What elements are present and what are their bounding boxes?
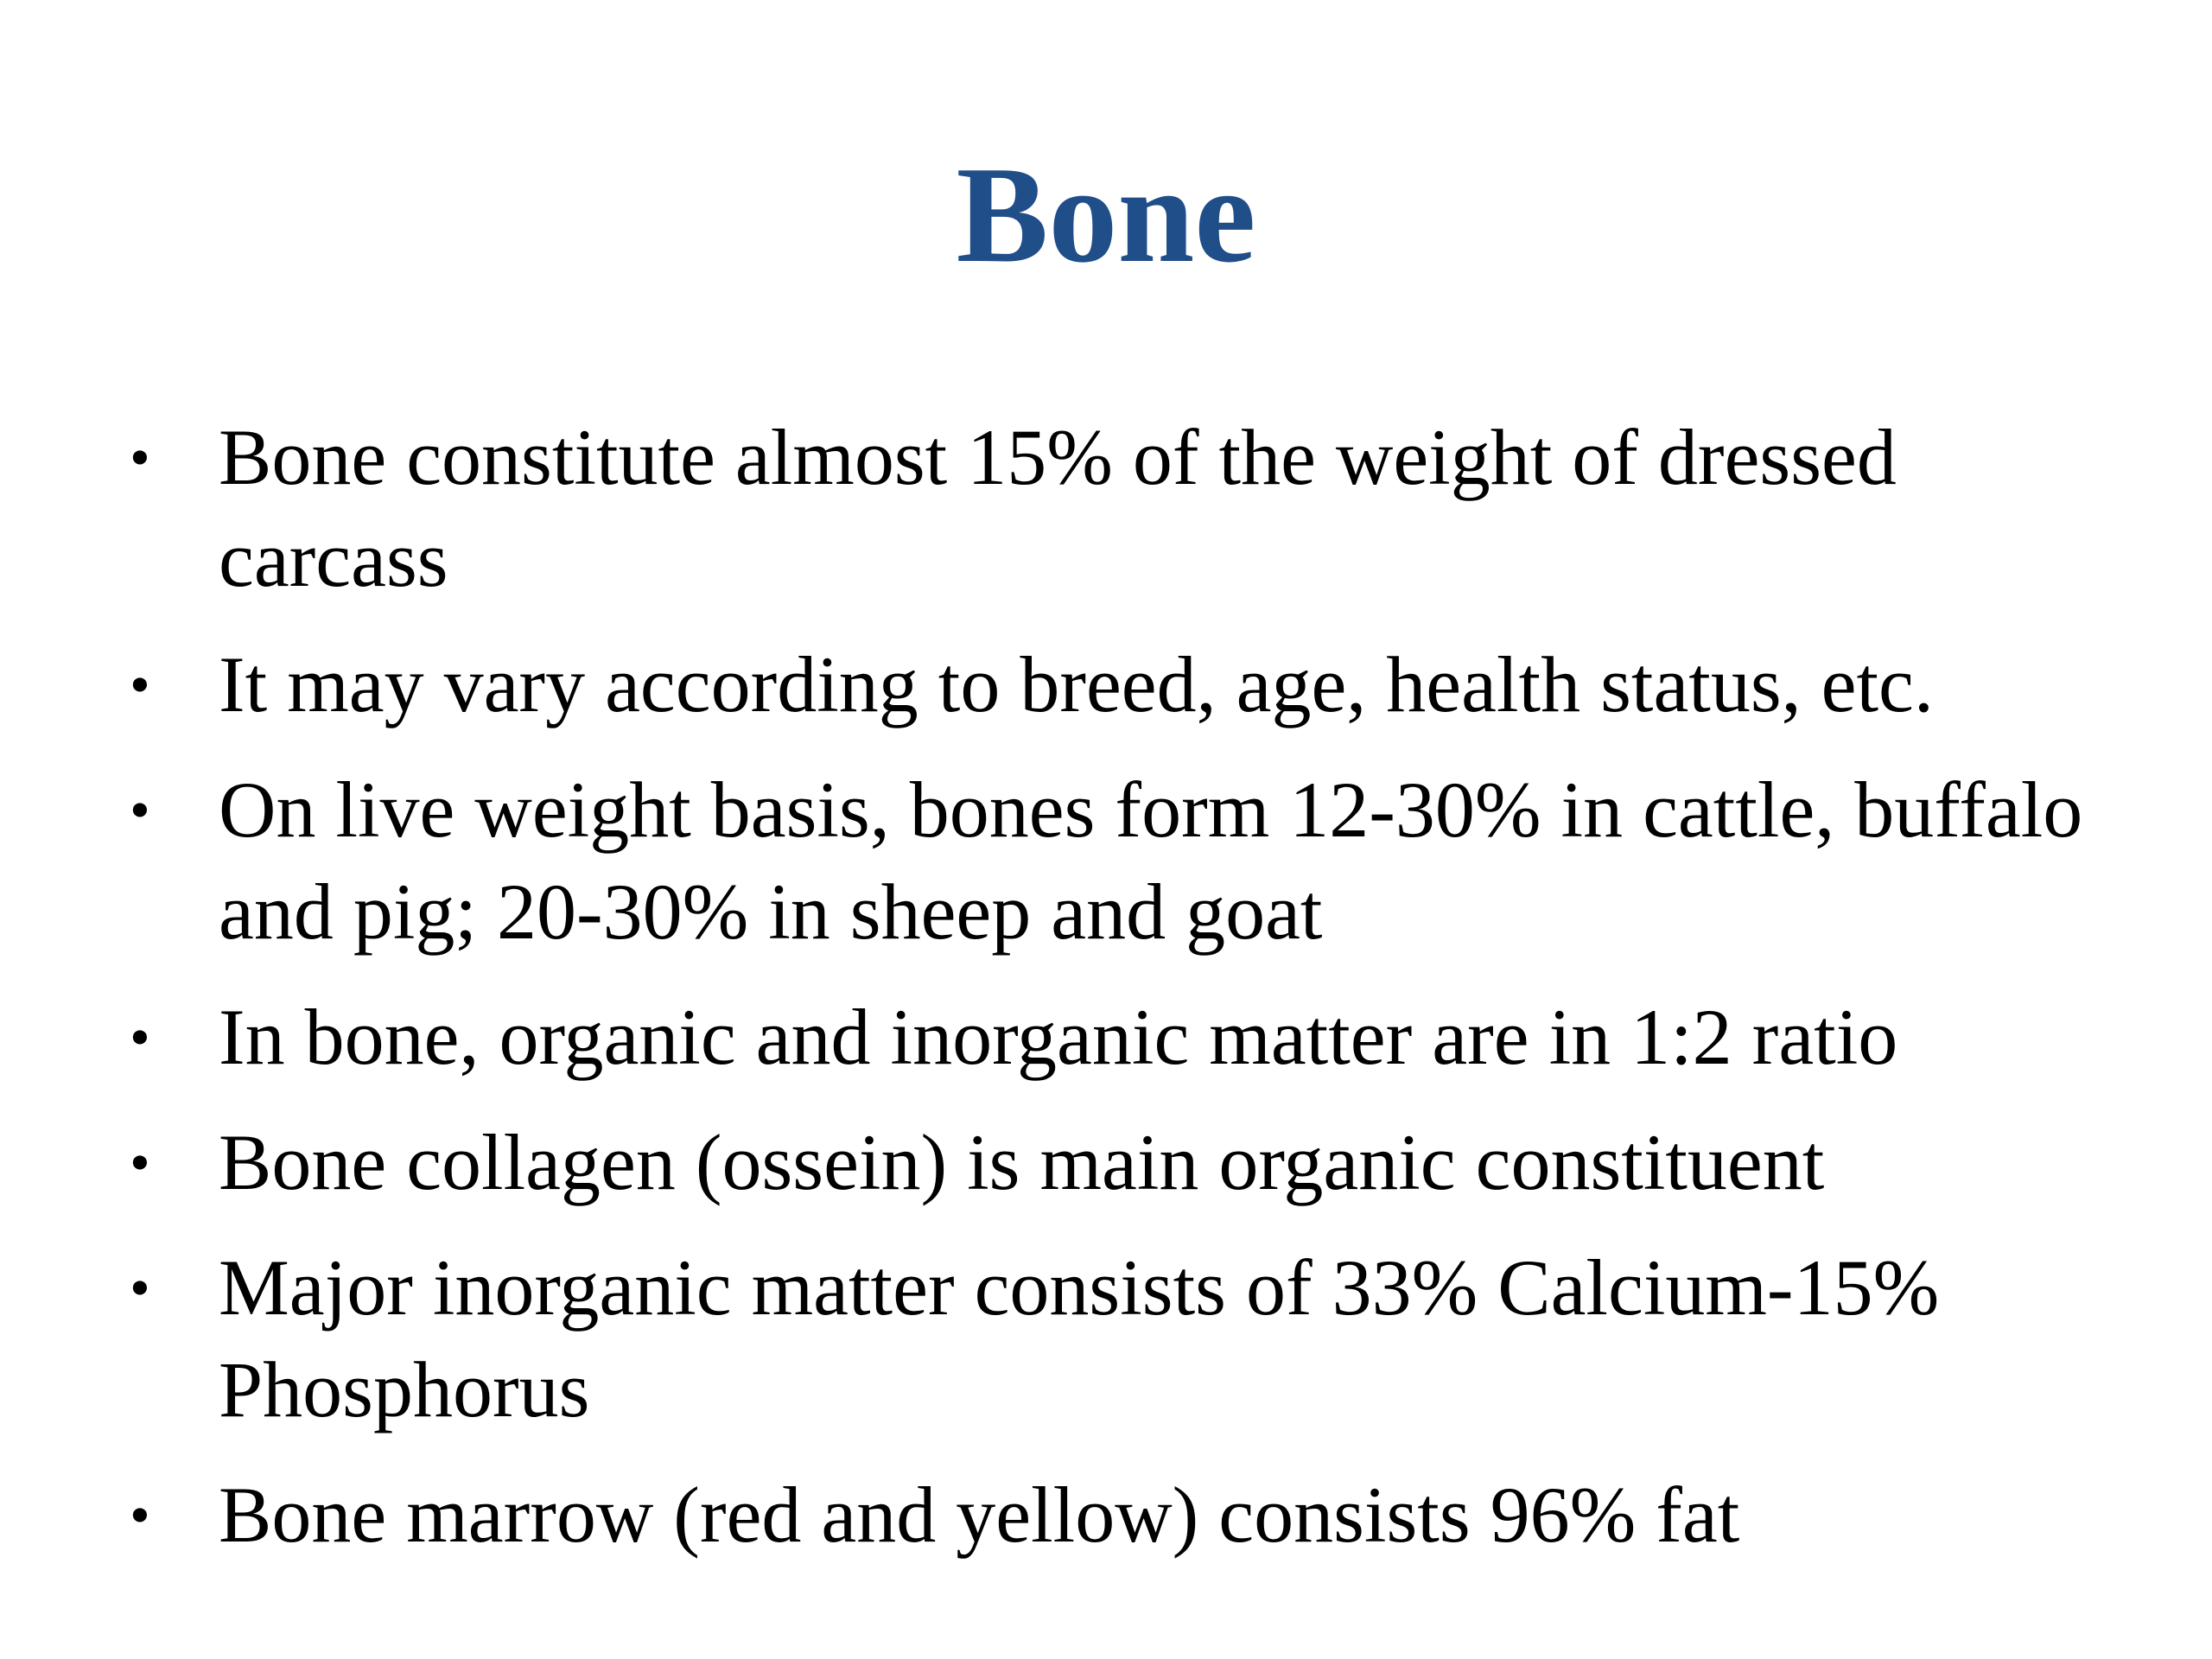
- bullet-icon: •: [130, 1255, 150, 1320]
- bullet-icon: •: [130, 424, 150, 490]
- bullet-item: [130, 1464, 2117, 1566]
- bullet-item: [130, 633, 2117, 735]
- bullet-item: [130, 986, 2117, 1088]
- bullet-text: It may vary according to breed, age, health status, etc.: [219, 640, 1934, 728]
- slide-title: Bone: [956, 137, 1256, 291]
- bullet-icon: •: [130, 1004, 150, 1070]
- bullet-item: [130, 1111, 2117, 1213]
- bullet-text: On live weight basis, bones form 12-30% in cattle, buffalo and pig; 20-30% in sheep and goat: [219, 766, 2083, 956]
- bullet-icon: •: [130, 1482, 150, 1548]
- bullet-text: In bone, organic and inorganic matter are in 1:2 ratio: [219, 993, 1898, 1081]
- bullet-text: Bone constitute almost 15% of the weight of dressed carcass: [219, 413, 1897, 603]
- bullet-icon: •: [130, 1129, 150, 1195]
- bullet-text: Major inorganic matter consists of 33% Calcium-15% Phosphorus: [219, 1243, 1940, 1433]
- bullet-item: [130, 1236, 2117, 1440]
- bullet-icon: •: [130, 652, 150, 717]
- bullet-text: Bone collagen (ossein) is main organic constituent: [219, 1118, 1825, 1206]
- bullet-item: [130, 759, 2117, 963]
- bullet-text: Bone marrow (red and yellow) consists 96% fat: [219, 1471, 1740, 1559]
- bullet-icon: •: [130, 777, 150, 842]
- bullet-list: [130, 406, 2117, 1589]
- bullet-item: [130, 406, 2117, 610]
